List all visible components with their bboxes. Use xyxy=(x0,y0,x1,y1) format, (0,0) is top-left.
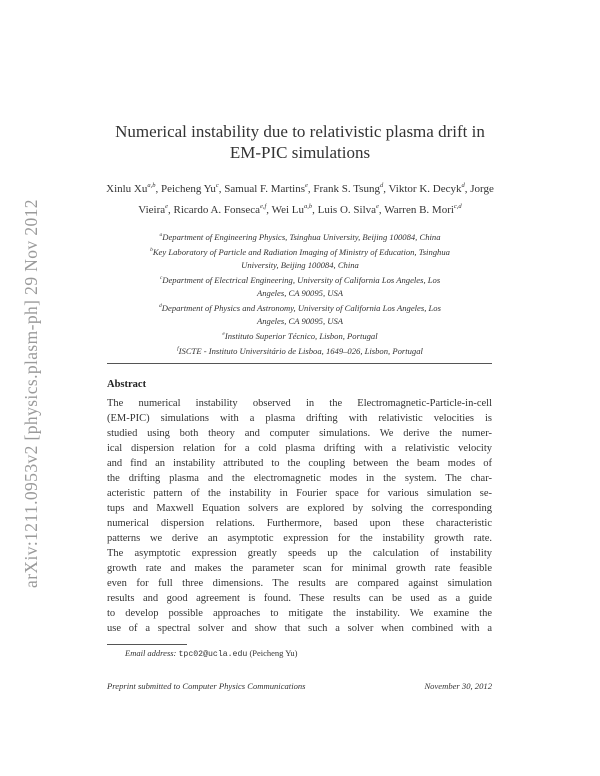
author-list xyxy=(100,177,500,219)
affiliation xyxy=(112,300,488,328)
author: Xinlu Xu$^{a,b}$, xyxy=(106,182,161,195)
author: Samual F. Martins$^e$, xyxy=(224,182,314,195)
abstract-heading: Abstract xyxy=(107,379,147,390)
affiliation-text: Department of Physics and Astronomy, University of California Los Angeles, Los xyxy=(161,303,441,313)
affiliation xyxy=(112,343,488,358)
affiliation-line xyxy=(112,300,488,315)
title-line-1: Numerical instability due to relativistic plasma drift in xyxy=(115,122,485,141)
author: Peicheng Yu$^c$, xyxy=(161,182,225,195)
affiliation xyxy=(112,328,488,343)
affiliation xyxy=(112,244,488,272)
abstract-line: ical dispersion relation for a cold plasma drifting with a relativistic velocity xyxy=(107,443,492,454)
author xyxy=(384,204,461,216)
affiliation-line xyxy=(112,315,488,328)
author-name: Frank S. Tsung xyxy=(313,183,380,195)
affiliation-text: University, Beijing 100084, China xyxy=(241,260,359,270)
preprint-note: Preprint submitted to Computer Physics Communications xyxy=(107,681,306,691)
affiliation-line xyxy=(112,229,488,244)
email-link[interactable]: tpc02@ucla.edu xyxy=(178,650,248,659)
abstract-line: use of a spectral solver and show that such a solver when combined with a xyxy=(107,623,492,634)
affiliation-text: Angeles, CA 90095, USA xyxy=(256,288,343,298)
affiliation-line xyxy=(112,272,488,287)
author-name: Peicheng Yu xyxy=(161,183,216,195)
affiliation-text: Department of Electrical Engineering, University of California Los Angeles, Los xyxy=(162,275,441,285)
abstract-line: acteristic pattern of the instability in Fourier space for various simulation se- xyxy=(107,488,492,499)
author-name: Wei Lu xyxy=(271,204,305,216)
author-affiliation-mark: c,d xyxy=(453,203,462,210)
abstract-top-rule xyxy=(107,363,492,364)
affiliation-line xyxy=(112,259,488,272)
affiliation-mark: e xyxy=(222,331,225,337)
affiliation-mark: c xyxy=(159,275,163,281)
author-name: Warren B. Mori xyxy=(384,204,454,216)
abstract-line: even for full three dimensions. The results are compared against simulation xyxy=(107,578,492,589)
affiliation-line xyxy=(112,244,488,259)
author-affiliation-mark: e xyxy=(165,203,169,210)
abstract-line: tups and Maxwell Equation solvers are explored by solving the corresponding xyxy=(107,503,492,514)
author-affiliation-mark: c xyxy=(215,182,219,189)
footnote-name: (Peicheng Yu) xyxy=(249,648,298,658)
author-affiliation-mark: e xyxy=(376,203,379,210)
abstract-line: and find an instability attributed to the coupling between the beam modes of xyxy=(107,458,492,469)
footnote-rule xyxy=(107,644,187,645)
affiliation-line xyxy=(112,343,488,358)
author-name: Ricardo A. Fonseca xyxy=(173,204,260,216)
author-affiliation-mark: a,b xyxy=(304,203,313,210)
affiliation-text: Key Laboratory of Particle and Radiation Imaging of Ministry of Education, Tsinghua xyxy=(152,247,450,257)
abstract-body xyxy=(107,396,492,636)
footnote xyxy=(125,648,298,659)
author: Jorge Vieira$^e$, xyxy=(138,183,494,216)
abstract-line: The numerical instability observed in the Electromagnetic-Particle-in-cell xyxy=(107,398,492,409)
author-affiliation-mark: e xyxy=(304,182,308,189)
abstract-line: the drifting plasma and the electromagnetic modes in the system. The char- xyxy=(107,473,492,484)
author: Ricardo A. Fonseca$^{e,f}$, xyxy=(173,203,272,216)
preprint-date: November 30, 2012 xyxy=(424,681,492,691)
abstract-line: studied using both theory and computer simulations. We derive the numer- xyxy=(107,428,492,439)
author: Wei Lu$^{a,b}$, xyxy=(271,203,318,216)
author-affiliation-mark: d xyxy=(379,182,384,189)
author-affiliation-mark: d xyxy=(461,182,465,189)
author-name: Xinlu Xu xyxy=(106,183,148,195)
affiliation-text: ISCTE - Instituto Universitário de Lisboa, 1649–026, Lisbon, Portugal xyxy=(178,346,423,356)
author-name: Luis O. Silva xyxy=(317,204,377,216)
affiliation-text: Angeles, CA 90095, USA xyxy=(256,316,343,326)
footnote-label: Email address: xyxy=(125,648,177,658)
arxiv-stamp xyxy=(14,178,48,608)
title-line-2: EM-PIC simulations xyxy=(229,143,371,162)
author: Luis O. Silva$^e$, xyxy=(317,203,385,216)
affiliation xyxy=(112,272,488,300)
affiliation-list xyxy=(112,229,488,358)
affiliation-mark: b xyxy=(150,247,153,253)
abstract-line: (EM-PIC) simulations with a plasma drifting with relativistic velocities is xyxy=(107,413,492,424)
affiliation xyxy=(112,229,488,244)
affiliation-line xyxy=(112,287,488,300)
author-affiliation-mark: a,b xyxy=(147,182,156,189)
affiliation-text: Department of Engineering Physics, Tsinghua University, Beijing 100084, China xyxy=(162,232,441,242)
paper-title xyxy=(90,121,510,163)
abstract-line: to develop possible approaches to mitigate the instability. We examine the xyxy=(107,608,492,619)
author-affiliation-mark: e,f xyxy=(259,203,267,210)
abstract-line: The asymptotic expression greatly speeds up the calculation of instability xyxy=(107,548,492,559)
affiliation-text: Instituto Superior Técnico, Lisbon, Portugal xyxy=(224,331,378,341)
arxiv-stamp-text: arXiv:1211.0953v2 [physics.plasm-ph] 29 Nov 2012 xyxy=(20,198,41,588)
abstract-line: results and good agreement is found. These results can be used as a guide xyxy=(107,593,492,604)
affiliation-line xyxy=(112,328,488,343)
affiliation-mark: a xyxy=(159,232,163,238)
affiliation-mark: d xyxy=(159,303,162,309)
author: Viktor K. Decyk$^d$, xyxy=(388,182,471,195)
affiliation-mark: f xyxy=(177,346,179,352)
abstract-line: growth rate and makes the parameter scan for minimal growth rate feasible xyxy=(107,563,492,574)
author-name: Viktor K. Decyk xyxy=(388,183,462,195)
abstract-line: numerical dispersion relations. Furthermore, based upon these characteristic xyxy=(107,518,492,529)
abstract-line: patterns we derive an asymptotic expression for the instability growth rate. xyxy=(107,533,492,544)
author-name: Samual F. Martins xyxy=(224,183,305,195)
author: Frank S. Tsung$^d$, xyxy=(313,182,389,195)
author-name: Jorge Vieira xyxy=(138,183,494,216)
